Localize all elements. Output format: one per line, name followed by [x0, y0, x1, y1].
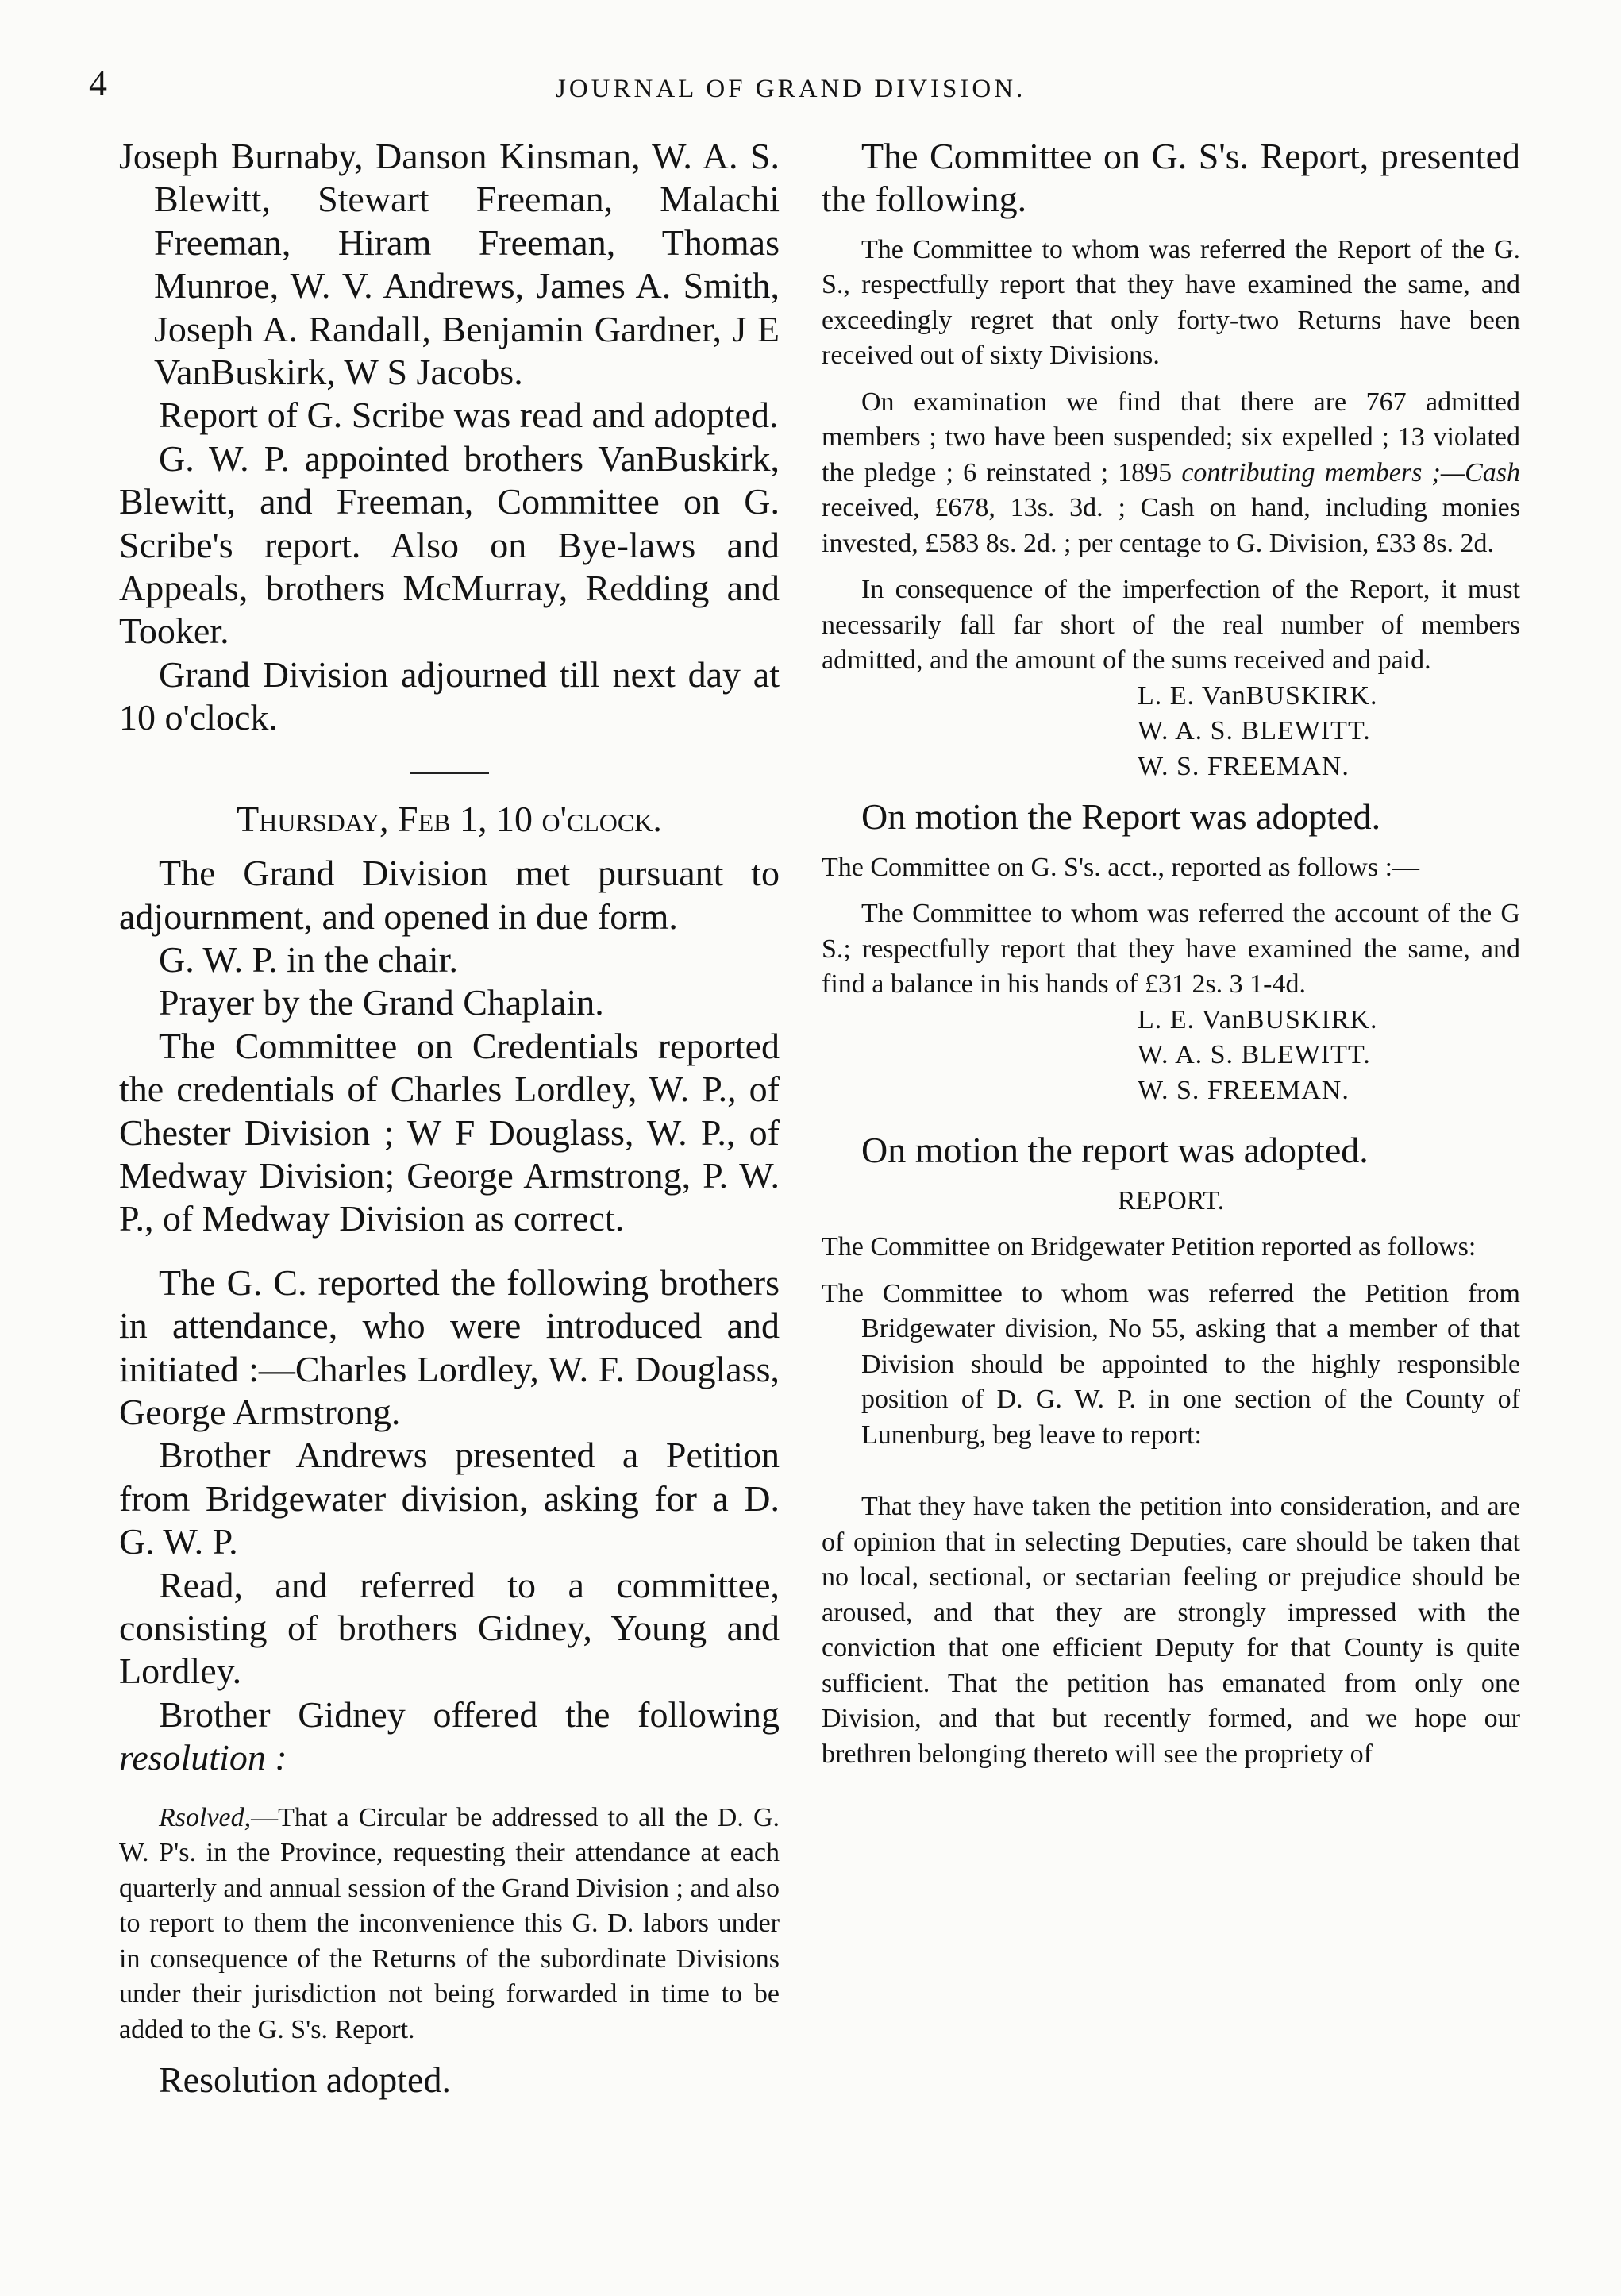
met-paragraph: The Grand Division met pursuant to adjournment, and opened in due form.	[119, 853, 780, 937]
resolution-adopted: Resolution adopted.	[159, 2059, 451, 2101]
left-column	[119, 135, 780, 2102]
motion-adopted-1: On motion the Report was adopted.	[861, 796, 1381, 838]
page-number: 4	[89, 63, 107, 103]
motion-adopted-2: On motion the report was adopted.	[861, 1130, 1369, 1171]
acct-paragraph: The Committee on G. S's. acct., reported as follows :—	[822, 852, 1420, 882]
gc-reported-paragraph: The G. C. reported the following brothers in attendance, who were introduced and initiated :—Charles Lordley, W. F. Douglass, George Armstrong.	[119, 1262, 780, 1432]
prayer-paragraph: Prayer by the Grand Chaplain.	[159, 982, 604, 1023]
gidney-paragraph	[119, 1693, 780, 1780]
chair-paragraph: G. W. P. in the chair.	[159, 938, 458, 980]
report-heading: REPORT.	[1117, 1185, 1225, 1215]
committee-appointed-paragraph: G. W. P. appointed brothers VanBuskirk, Blewitt, and Freeman, Committee on G. Scribe's report. Also on Bye-laws and Appeals, brothers McMurray, Redding and Tooker.	[119, 437, 780, 652]
member-names: Joseph Burnaby, Danson Kinsman, W. A. S. Blewitt, Stewart Freeman, Malachi Freeman, Hiram Freeman, Thomas Munroe, W. V. Andrews, James A. Smith, Joseph A. Randall, Benjamin Gardner, J E VanBuskirk, W S Jacobs.	[119, 136, 780, 393]
resolved-text: —That a Circular be addressed to all the D. G. W. P's. in the Province, requesting their attendance at each quarterly and annual session of the Grand Division ; and also to report to them the inconvenience this G. D. labors under in consequence of the Returns of the subordinate Divisions under their jurisdiction not being forwarded in time to be added to the G. S's. Report.	[119, 1802, 780, 2044]
page-header	[0, 56, 1621, 119]
examination-text-b: received, £678, 13s. 3d. ; Cash on hand, including monies invested, £583 8s. 2d. ; per centage to G. Division, £33 8s. 2d.	[822, 493, 1520, 558]
adjourned-paragraph: Grand Division adjourned till next day at 10 o'clock.	[119, 653, 780, 738]
scribe-report-paragraph: Report of G. Scribe was read and adopted.	[159, 395, 779, 436]
resolved-paragraph	[119, 1801, 780, 2048]
signature-blewitt: W. A. S. BLEWITT.	[1138, 716, 1371, 746]
resolved-label: Rsolved,	[159, 1802, 252, 1832]
examination-italic: contributing members ;—Cash	[1181, 457, 1520, 487]
bridgewater-paragraph: The Committee on Bridgewater Petition reported as follows:	[822, 1232, 1477, 1262]
running-title: JOURNAL OF GRAND DIVISION.	[556, 75, 1026, 103]
signature-vanbuskirk: L. E. VanBUSKIRK.	[1138, 680, 1378, 711]
referred-paragraph: Read, and referred to a committee, consisting of brothers Gidney, Young and Lordley.	[119, 1564, 780, 1692]
whom-referred-paragraph: The Committee to whom was referred the Report of the G. S., respectfully report that they have examined the same, and exceedingly regret that only forty-two Returns have been received out of sixty Divisions.	[822, 234, 1520, 371]
signature-blewitt-2: W. A. S. BLEWITT.	[1138, 1040, 1371, 1070]
right-column	[822, 135, 1520, 1772]
section-divider	[410, 772, 489, 774]
bridgewater-whom-paragraph: The Committee to whom was referred the Petition from Bridgewater division, No 55, asking that a member of that Division should be appointed to the highly responsible position of D. G. W. P. in one section of the County of Lunenburg, beg leave to report:	[822, 1278, 1520, 1450]
thursday-heading: Thursday, Feb 1, 10 o'clock.	[237, 798, 662, 839]
credentials-paragraph: The Committee on Credentials reported the credentials of Charles Lordley, W. P., of Chester Division ; W F Douglass, W. P., of Medway Division; George Armstrong, P. W. P., of Medway Division as correct.	[119, 1025, 780, 1239]
petition-paragraph: Brother Andrews presented a Petition from Bridgewater division, asking for a D. G. W. P.	[119, 1435, 780, 1562]
signature-freeman-2: W. S. FREEMAN.	[1138, 1075, 1350, 1105]
taken-paragraph: That they have taken the petition into consideration, and are of opinion that in selecting Deputies, care should be taken that no local, sectional, or sectarian feeling or prejudice should be aroused, and that they are strongly impressed with the conviction that one efficient Deputy for that County is quite sufficient. That the petition has emanated from only one Division, and that but recently formed, and we hope our brethren belonging thereto will see the propriety of	[822, 1492, 1520, 1769]
signature-vanbuskirk-2: L. E. VanBUSKIRK.	[1138, 1004, 1378, 1034]
acct-whom-paragraph: The Committee to whom was referred the account of the G S.; respectfully report that they have examined the same, and find a balance in his hands of £31 2s. 3 1-4d.	[822, 899, 1520, 1000]
committee-gs-paragraph: The Committee on G. S's. Report, presented the following.	[822, 136, 1520, 220]
gidney-text: Brother Gidney offered the following	[159, 1693, 780, 1735]
examination-text-a: On examination we find that there are 767 admitted members ; two have been suspended; six expelled ; 13 violated the pledge ; 6 reinstated ; 1895	[822, 387, 1520, 487]
examination-paragraph	[822, 385, 1520, 562]
resolution-label: resolution :	[119, 1737, 287, 1778]
consequence-paragraph: In consequence of the imperfection of the Report, it must necessarily fall far short of the real number of members admitted, and the amount of the sums received and paid.	[822, 575, 1520, 676]
signature-freeman: W. S. FREEMAN.	[1138, 751, 1350, 781]
